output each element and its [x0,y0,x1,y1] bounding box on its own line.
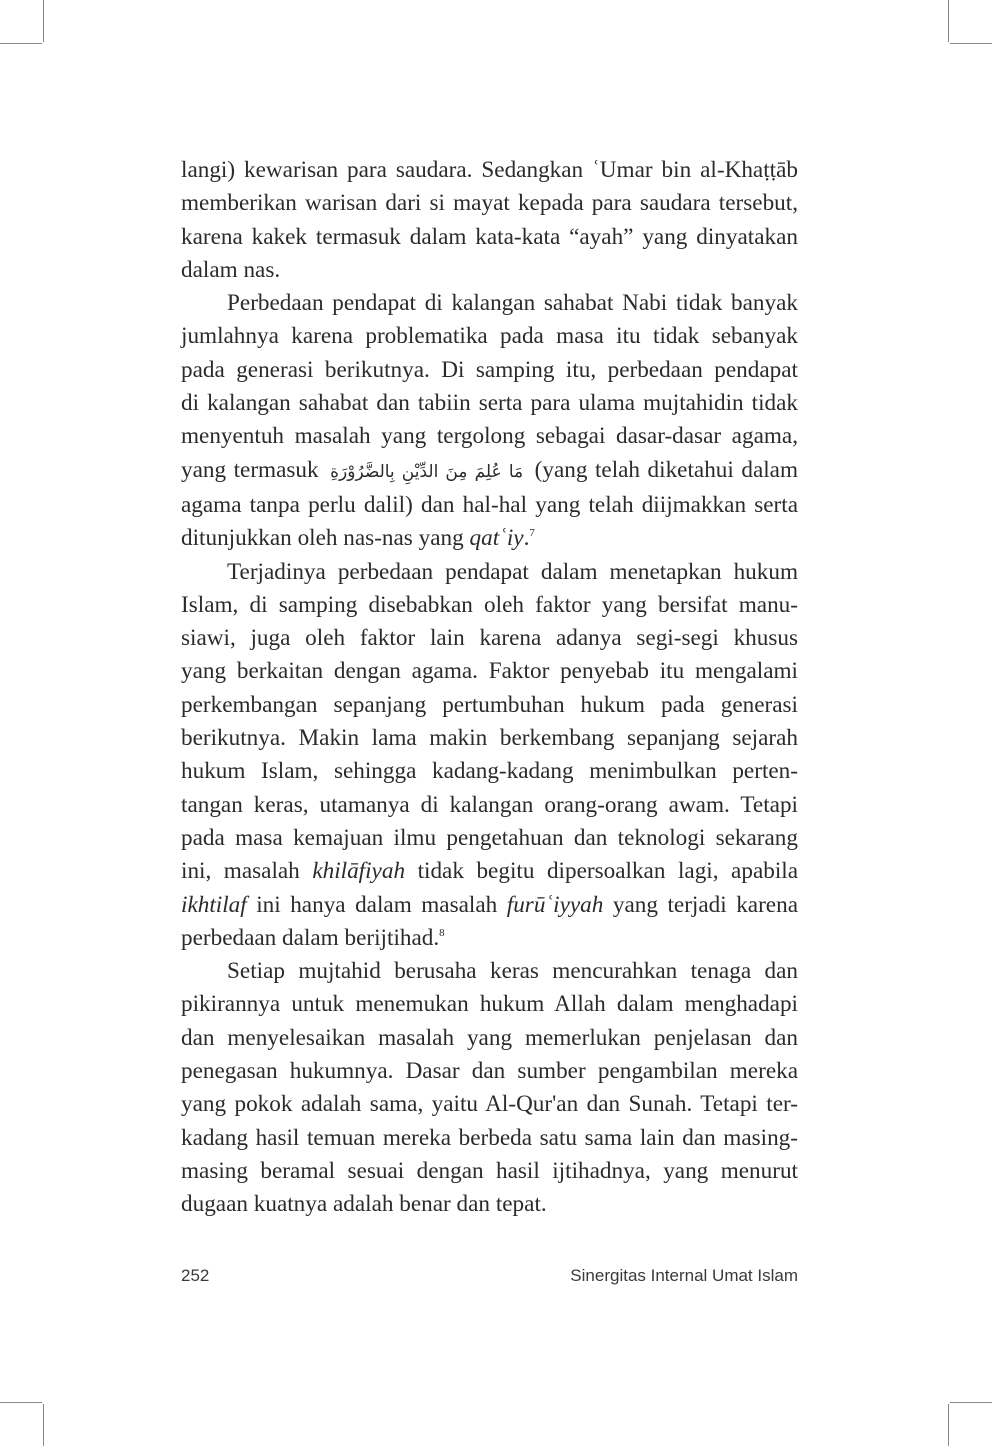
text-line: dugaan kuatnya adalah benar dan tepat. [181,1191,547,1218]
italic-term: khilāfiyah [312,858,406,885]
text-line: yang pokok adalah sama, yaitu Al-Qur'an dan Sunah. Tetapi ter- [181,1091,798,1118]
text-fragment: (yang telah diketahui dalam [534,456,799,483]
text-line-arabic [181,454,798,489]
text-line: pikirannya untuk menemukan hukum Allah dalam menghadapi [181,991,798,1018]
text-line: hukum Islam, sehingga kadang-kadang menimbulkan perten- [181,758,798,785]
text-line [181,522,798,555]
text-line: Perbedaan pendapat di kalangan sahabat Nabi tidak banyak [227,290,798,317]
text-line [181,855,798,888]
text-fragment: ditunjukkan oleh nas-nas yang [181,525,470,552]
text-line: memberikan warisan dari si mayat kepada para saudara tersebut, [181,190,798,217]
italic-term: furūʿiyyah [506,891,604,918]
text-line: dalam nas. [181,256,281,283]
text-fragment: tidak begitu dipersoalkan lagi, apabila [405,858,799,885]
text-line [181,922,798,955]
crop-mark [948,0,949,42]
running-title: Sinergitas Internal Umat Islam [570,1266,798,1285]
text-line: berikutnya. Makin lama makin berkembang sepanjang sejarah [181,725,798,752]
text-line: masing beramal sesuai dengan hasil ijtihadnya, yang menurut [181,1157,798,1184]
text-line: yang berkaitan dengan agama. Faktor penyebab itu mengalami [181,658,798,685]
footnote-ref: 7 [529,527,535,540]
paragraph-4 [181,955,798,1221]
crop-mark [0,1402,42,1403]
text-line: pada masa kemajuan ilmu pengetahuan dan teknologi sekarang [181,824,798,851]
footnote-ref: 8 [439,926,445,939]
text-line: kadang hasil temuan mereka berbeda satu sama lain dan masing- [181,1124,798,1151]
italic-term: qatʿiy [469,525,524,552]
text-line: Islam, di samping disebabkan oleh faktor yang bersifat manu- [181,591,798,618]
text-fragment: yang terjadi karena [603,891,798,918]
text-line: penegasan hukumnya. Dasar dan sumber pengambilan mereka [181,1058,798,1085]
text-line: jumlahnya karena problematika pada masa itu tidak sebanyak [181,323,798,350]
text-line: di kalangan sahabat dan tabiin serta para ulama mujtahidin tidak [181,390,798,417]
text-line: karena kakek termasuk dalam kata-kata “ayah” yang dinyatakan [181,223,798,250]
text-line: tangan keras, utamanya di kalangan orang-orang awam. Tetapi [181,791,798,818]
page-number: 252 [181,1266,210,1285]
text-line: Terjadinya perbedaan pendapat dalam menetapkan hukum [227,558,798,585]
text-line [181,889,798,922]
crop-mark [950,43,992,44]
text-line: agama tanpa perlu dalil) dan hal-hal yang telah diijmakkan serta [181,491,798,518]
text-fragment: perbedaan dalam berijtihad. [181,924,440,951]
text-line: dan menyelesaikan masalah yang memerlukan penjelasan dan [181,1024,798,1051]
crop-mark [0,43,42,44]
text-line: Setiap mujtahid berusaha keras mencurahkan tenaga dan [227,958,798,985]
text-fragment: yang termasuk [181,456,319,483]
text-fragment: ini, masalah [181,858,313,885]
text-fragment: ini hanya dalam masalah [246,891,507,918]
crop-mark [948,1404,949,1446]
text-line: siawi, juga oleh faktor lain karena adanya segi-segi khusus [181,625,798,652]
paragraph-2 [181,287,798,555]
text-line: pada generasi berikutnya. Di samping itu, perbedaan pendapat [181,356,798,383]
text-line: langi) kewarisan para saudara. Sedangkan ʿUmar bin al-Khaṭṭāb [181,157,798,183]
paragraph-3 [181,556,798,956]
text-line: perkembangan sepanjang pertumbuhan hukum pada generasi [181,691,798,718]
italic-term: ikhtilaf [181,891,247,918]
crop-mark [950,1402,992,1403]
body-text [181,154,798,1222]
text-line: menyentuh masalah yang tergolong sebagai dasar-dasar agama, [181,423,798,450]
paragraph-1 [181,154,798,287]
arabic-phrase: مَا عُلِمَ مِنَ الدِّيْنِ بِالضَّرُوْرَةِ [330,461,524,482]
crop-mark [43,1404,44,1446]
text-fragment: . [523,525,530,552]
crop-mark [43,0,44,42]
